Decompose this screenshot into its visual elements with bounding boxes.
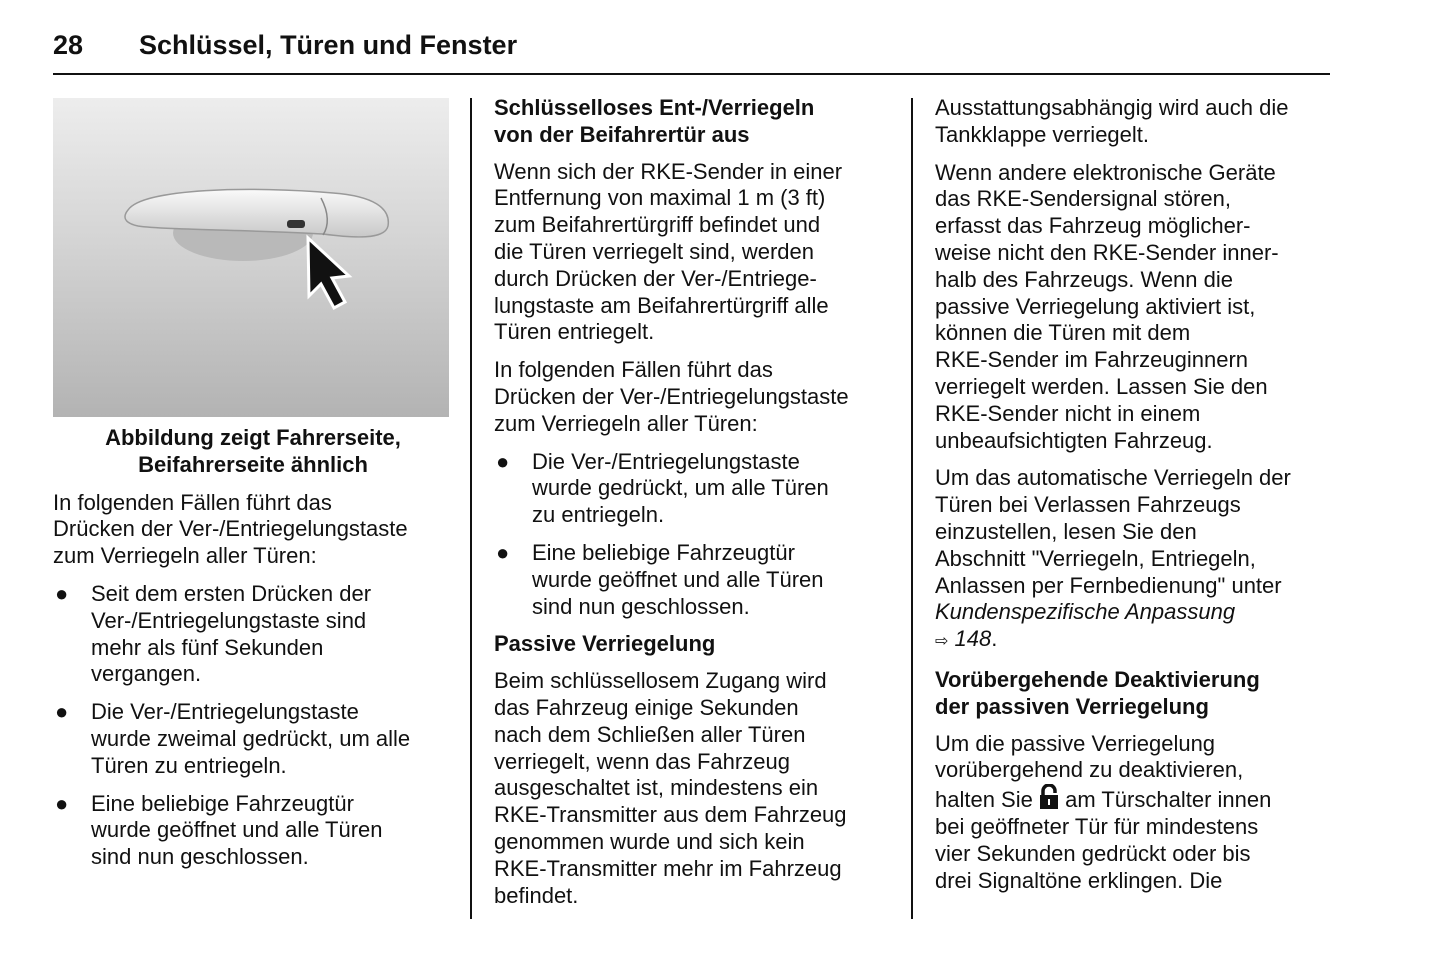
page-title: Schlüssel, Türen und Fenster (139, 30, 518, 60)
column-2 (494, 95, 899, 920)
cross-reference-link[interactable]: Kundenspezifische Anpassung (935, 599, 1236, 625)
door-handle-illustration (53, 98, 449, 417)
list-item (53, 791, 453, 871)
page-number: 28 (53, 30, 84, 60)
section-heading: Vorübergehende Deaktivierung der passiven Verriegelung (935, 666, 1260, 719)
section-heading: Schlüsselloses Ent-/Verriegeln von der Beifahrertür aus (494, 95, 815, 147)
page-reference[interactable]: 148 (954, 626, 992, 652)
list-item-text: Die Ver-/Entriegelungstaste wurde zweimal gedrückt, um alle Türen zu entriegeln. (91, 699, 411, 778)
bullet-icon: ● (55, 580, 69, 606)
column-3 (935, 95, 1345, 905)
paragraph-text: Um die passive Verriegelung vorübergehend zu deaktivieren, halten Sie (935, 730, 1244, 813)
paragraph: In folgenden Fällen führt das Drücken der Ver-/Entriegelungstaste zum Verriegeln aller Türen: (494, 357, 849, 436)
paragraph: Beim schlüssellosem Zugang wird das Fahrzeug einige Sekunden nach dem Schließen aller Türen verriegelt, wenn das Fahrzeug ausgeschaltet ist, mindestens ein RKE-Transmitter aus dem Fahrzeug genommen wurde und sich kein RKE-Transmitter mehr im Fahrzeug befindet. (494, 668, 847, 908)
list-item-text: Eine beliebige Fahrzeugtür wurde geöffnet und alle Türen sind nun geschlossen. (91, 790, 383, 870)
list-item-text: Die Ver-/Entriegelungstaste wurde gedrückt, um alle Türen zu entriegeln. (532, 448, 829, 528)
list-item-text: Eine beliebige Fahrzeugtür wurde geöffnet und alle Türen sind nun geschlossen. (532, 539, 824, 619)
header-rule (53, 73, 1330, 75)
figure-caption: Abbildung zeigt Fahrerseite, Beifahrerseite ähnlich (105, 425, 401, 477)
section-heading: Passive Verriegelung (494, 631, 716, 657)
list-item-text: Seit dem ersten Drücken der Ver-/Entriegelungstaste sind mehr als fünf Sekunden vergangen. (91, 580, 372, 687)
column-divider (911, 98, 913, 919)
paragraph: Ausstattungsabhängig wird auch die Tankklappe verriegelt. (935, 95, 1289, 147)
paragraph-text: am Türschalter innen bei geöffneter Tür für mindestens vier Sekunden gedrückt oder bis drei Signaltöne erklingen. Die (935, 787, 1272, 893)
unlock-icon (1039, 784, 1059, 810)
paragraph: Um das automatische Verriegeln der Türen bei Verlassen Fahrzeugs einzustellen, lesen Sie den Abschnitt "Verriegeln, Entriegeln, Anlassen per Fernbedienung" unter Kundenspezifische Anpassung ⇨ 148. (935, 465, 1291, 652)
paragraph: Wenn andere elektronische Geräte das RKE-Sendersignal stören, erfasst das Fahrzeug möglicher- weise nicht den RKE-Sender inner- halb des Fahrzeugs. Wenn die passive Verriegelung aktiviert ist, können die Türen mit dem RKE-Sender im Fahrzeuginnern verriegelt werden. Lassen Sie den RKE-Sender nicht in einem unbeaufsichtigten Fahrzeug. (935, 159, 1279, 453)
paragraph: In folgenden Fällen führt das Drücken der Ver-/Entriegelungstaste zum Verriegeln aller Türen: (53, 489, 408, 569)
bullet-icon: ● (496, 448, 510, 474)
list-item (53, 581, 453, 688)
paragraph-text: Um das automatische Verriegeln der Türen bei Verlassen Fahrzeugs einzustellen, lesen Sie den Abschnitt "Verriegeln, Entriegeln, Anlassen per Fernbedienung" unter (935, 465, 1291, 598)
column-1 (53, 98, 453, 882)
bullet-icon: ● (496, 539, 510, 565)
paragraph: Wenn sich der RKE-Sender in einer Entfernung von maximal 1 m (3 ft) zum Beifahrertürgriff befindet und die Türen verriegelt sind, werden durch Drücken der Ver-/Entriege- lungstaste am Beifahrertürgriff alle Türen entriegelt. (494, 158, 843, 345)
column-divider (470, 98, 472, 919)
list-item (494, 449, 899, 529)
bullet-icon: ● (55, 790, 69, 816)
paragraph (935, 731, 1345, 895)
list-item (494, 540, 899, 620)
arrow-right-icon: ⇨ (935, 633, 949, 651)
list-item (53, 699, 453, 779)
bullet-icon: ● (55, 699, 69, 725)
